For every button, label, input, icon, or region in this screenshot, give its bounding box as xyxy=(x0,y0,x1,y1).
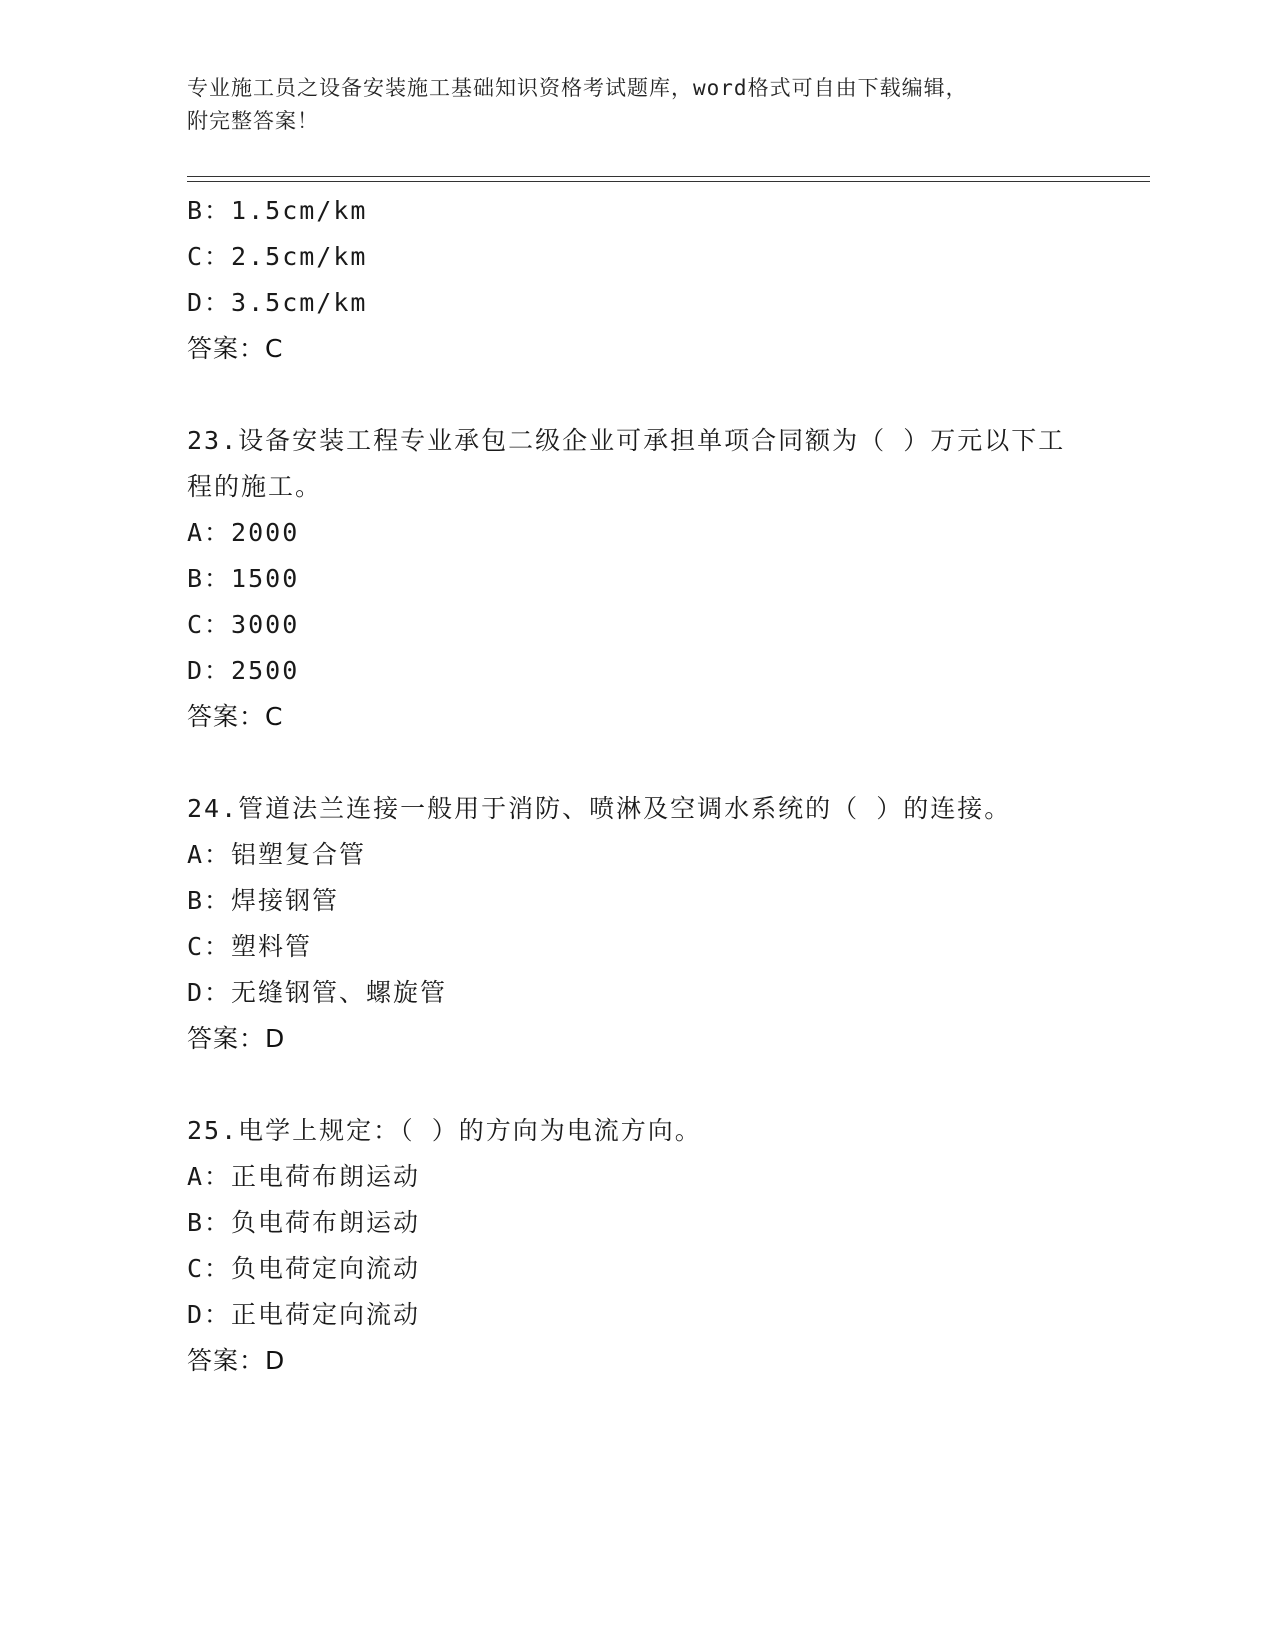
option-c: C：塑料管 xyxy=(187,932,313,961)
option-b: B：焊接钢管 xyxy=(187,886,340,915)
question-item xyxy=(187,1108,1107,1384)
answer-line: 答案：C xyxy=(187,334,284,363)
option-a: A：2000 xyxy=(187,518,300,547)
option-d: D：3.5cm/km xyxy=(187,288,368,317)
header-title-line: 专业施工员之设备安装施工基础知识资格考试题库，word格式可自由下载编辑， xyxy=(187,76,968,100)
option-c: C：3000 xyxy=(187,610,300,639)
option-b: B：1500 xyxy=(187,564,300,593)
option-b: B：1.5cm/km xyxy=(187,196,368,225)
option-a: A：铝塑复合管 xyxy=(187,840,367,869)
option-c: C：负电荷定向流动 xyxy=(187,1254,421,1283)
question-item xyxy=(187,786,1107,1062)
spacer xyxy=(187,740,1107,786)
question-item xyxy=(187,418,1107,740)
question-list xyxy=(187,188,1107,1384)
option-d: D：无缝钢管、螺旋管 xyxy=(187,978,448,1007)
answer-line: 答案：D xyxy=(187,1346,286,1375)
document-header xyxy=(187,72,1067,138)
header-divider-top xyxy=(187,176,1150,177)
question-text: 23.设备安装工程专业承包二级企业可承担单项合同额为（ ）万元以下工程的施工。 xyxy=(187,426,1066,501)
option-d: D：正电荷定向流动 xyxy=(187,1300,421,1329)
option-d: D：2500 xyxy=(187,656,300,685)
spacer xyxy=(187,372,1107,418)
option-b: B：负电荷布朗运动 xyxy=(187,1208,421,1237)
header-divider-bottom xyxy=(187,181,1150,182)
option-c: C：2.5cm/km xyxy=(187,242,368,271)
option-a: A：正电荷布朗运动 xyxy=(187,1162,421,1191)
question-continuation xyxy=(187,188,1107,372)
spacer xyxy=(187,1062,1107,1108)
answer-line: 答案：D xyxy=(187,1024,286,1053)
header-title-line-2: 附完整答案！ xyxy=(187,109,319,133)
question-text: 25.电学上规定：（ ）的方向为电流方向。 xyxy=(187,1116,702,1145)
question-text: 24.管道法兰连接一般用于消防、喷淋及空调水系统的（ ）的连接。 xyxy=(187,794,1012,823)
answer-line: 答案：C xyxy=(187,702,284,731)
